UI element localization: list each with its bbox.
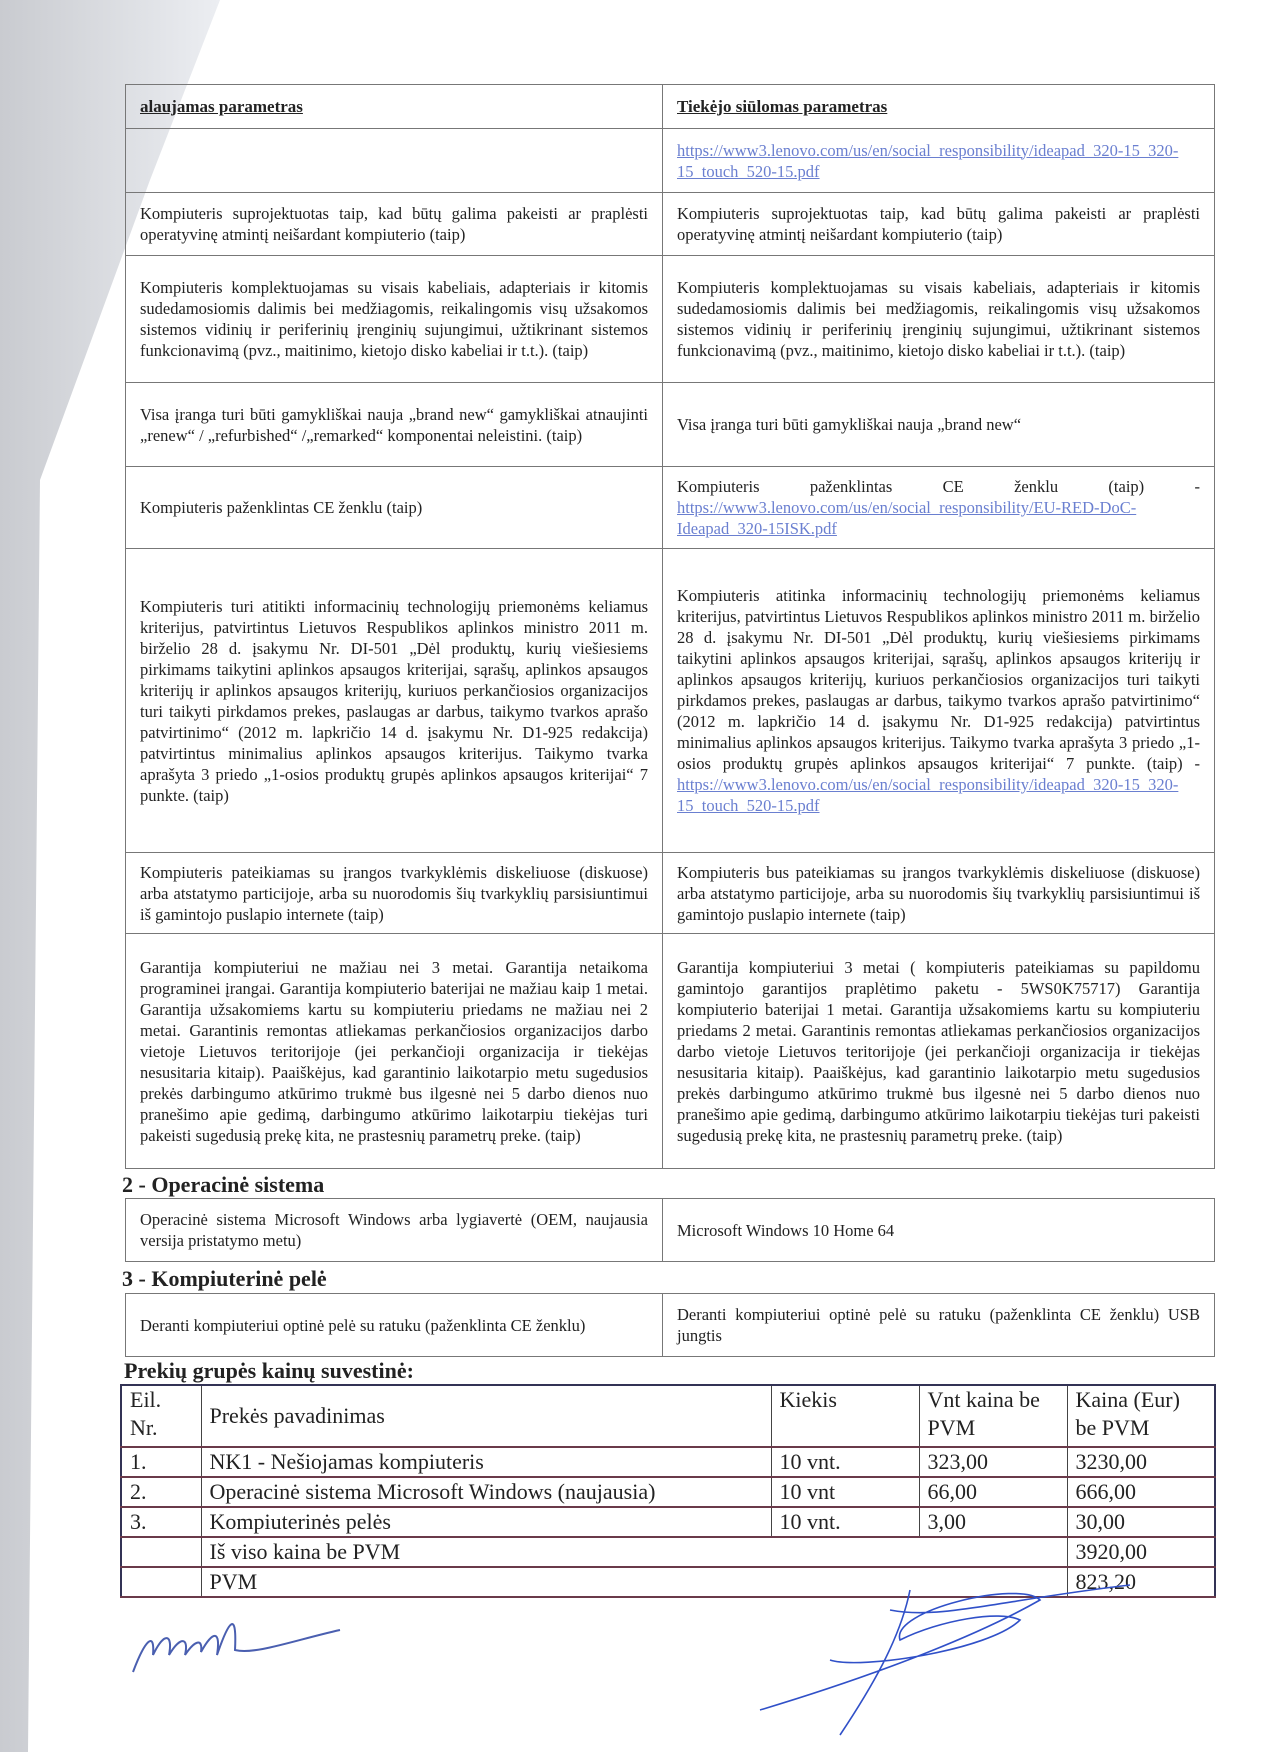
- section-os-title: 2 - Operacinė sistema: [122, 1172, 325, 1197]
- row-left: Kompiuteris suprojektuotas taip, kad būtų galima pakeisti ar praplėsti operatyvinę atmintį neišardant kompiuterio (taip): [126, 193, 663, 256]
- cell: NK1 - Nešiojamas kompiuteris: [201, 1447, 771, 1477]
- col-header: Prekės pavadinimas: [201, 1385, 771, 1447]
- col-header: Vnt kaina be PVM: [919, 1385, 1067, 1447]
- cell: 66,00: [919, 1477, 1067, 1507]
- cell: 10 vnt.: [771, 1507, 919, 1537]
- header-offered: Tiekėjo siūlomas parametras: [663, 85, 1215, 129]
- col-header: Eil. Nr.: [121, 1385, 201, 1447]
- total-label: Iš viso kaina be PVM: [201, 1537, 1067, 1567]
- row-right: Kompiuteris bus pateikiamas su įrangos tvarkyklėmis diskeliuose (diskuose) arba atstatymo particijoje, arba su nuorodomis šių tvarkyklių parsisiuntimui iš gamintojo puslapio internete (taip): [663, 853, 1215, 934]
- cell: 1.: [121, 1447, 201, 1477]
- col-header: Kiekis: [771, 1385, 919, 1447]
- cell: 3230,00: [1067, 1447, 1215, 1477]
- mouse-offered: Deranti kompiuteriui optinė pelė su ratuku (paženklinta CE ženklu) USB jungtis: [663, 1294, 1215, 1357]
- total-value: 3920,00: [1067, 1537, 1215, 1567]
- mouse-table: [125, 1293, 1215, 1357]
- vat-label: PVM: [201, 1567, 1067, 1597]
- spec-link[interactable]: https://www3.lenovo.com/us/en/social_responsibility/ideapad_320-15_320-15_touch_520-15.pdf: [677, 775, 1179, 815]
- cell: 3.: [121, 1507, 201, 1537]
- os-required: Operacinė sistema Microsoft Windows arba lygiavertė (OEM, naujausia versija pristatymo metu): [126, 1199, 663, 1262]
- cell: 323,00: [919, 1447, 1067, 1477]
- cell: 30,00: [1067, 1507, 1215, 1537]
- vat-value: 823,20: [1067, 1567, 1215, 1597]
- cell: 666,00: [1067, 1477, 1215, 1507]
- table-row: [121, 1477, 1215, 1507]
- table-row: [121, 1447, 1215, 1477]
- row-right: Kompiuteris komplektuojamas su visais kabeliais, adapteriais ir kitomis sudedamosiomis dalimis bei medžiagomis, reikalingomis visų užsakomos sistemos vidinių ir periferinių įrenginių sujungimui, užtikrinant sistemos funkcionavimą (pvz., maitinimo, kietojo disko kabeliai ir t.t.). (taip): [663, 256, 1215, 383]
- row-right: Garantija kompiuteriui 3 metai ( kompiuteris pateikiamas su papildomu gamintojo garantijos praplėtimo paketu - 5WS0K75717) Garantija kompiuterio baterijai 1 metai. Garantija užsakomiems kartu su kompiuteriu priedams 2 metai. Garantinis remontas atliekamas perkančiosios organizacijos darbo vietoje Lietuvos teritorijoje (jei perkančioji organizacija ir tiekėjas nesusitaria kitaip). Paaiškėjus, kad garantinio laikotarpio metu sugedusios prekės darbingumo atkūrimo trukmė bus ilgesnė nei 5 darbo dienos nuo pranešimo apie gedimą, darbingumo atkūrimo laikotarpiu tiekėjas turi pakeisti sugedusią prekę kita, ne prastesnių parametrų preke. (taip): [663, 934, 1215, 1169]
- cell: 3,00: [919, 1507, 1067, 1537]
- cell: 2.: [121, 1477, 201, 1507]
- col-header: Kaina (Eur) be PVM: [1067, 1385, 1215, 1447]
- cell: [121, 1537, 201, 1567]
- os-offered: Microsoft Windows 10 Home 64: [663, 1199, 1215, 1262]
- row-left: Kompiuteris turi atitikti informacinių technologijų priemonėms keliamus kriterijus, patvirtintus Lietuvos Respublikos aplinkos ministro 2011 m. birželio 28 d. įsakymu Nr. DI-501 „Dėl produktų, kurių viešiesiems pirkimams taikytini aplinkos apsaugos kriterijai, sąrašų, aplinkos apsaugos kriterijų ir aplinkos apsaugos kriterijų, kuriuos perkančiosios organizacijos turi taikyti pirkdamos prekes, paslaugas ar darbus, taikymo tvarkos aprašo patvirtinimo“ (2012 m. lapkričio 14 d. įsakymu Nr. D1-925 redakcija) patvirtintus minimalius aplinkos apsaugos kriterijus. Taikymo tvarka aprašyta 3 priedo „1-osios produktų grupės aplinkos apsaugos kriterijai“ 7 punkte. (taip): [126, 549, 663, 853]
- header-required: alaujamas parametras: [126, 85, 663, 129]
- spec-table: [125, 84, 1215, 1169]
- row-left: Kompiuteris komplektuojamas su visais kabeliais, adapteriais ir kitomis sudedamosiomis dalimis bei medžiagomis, reikalingomis visų užsakomos sistemos vidinių ir periferinių įrenginių sujungimui, užtikrinant sistemos funkcionavimą (pvz., maitinimo, kietojo disko kabeliai ir t.t.). (taip): [126, 256, 663, 383]
- row-right: Kompiuteris suprojektuotas taip, kad būtų galima pakeisti ar praplėsti operatyvinę atmintį neišardant kompiuterio (taip): [663, 193, 1215, 256]
- row-left: Visa įranga turi būti gamykliškai nauja „brand new“ gamykliškai atnaujinti „renew“ / „refurbished“ /„remarked“ komponentai neleistini. (taip): [126, 383, 663, 467]
- cell: Operacinė sistema Microsoft Windows (naujausia): [201, 1477, 771, 1507]
- cell: 10 vnt: [771, 1477, 919, 1507]
- mouse-required: Deranti kompiuteriui optinė pelė su ratuku (paženklinta CE ženklu): [126, 1294, 663, 1357]
- row-left: Garantija kompiuteriui ne mažiau nei 3 metai. Garantija netaikoma programinei įrangai. Garantija kompiuterio baterijai ne mažiau kaip 1 metai. Garantija užsakomiems kartu su kompiuteriu priedams ne mažiau nei 2 metai. Garantinis remontas atliekamas perkančiosios organizacijos darbo vietoje Lietuvos teritorijoje (jei perkančioji organizacija ir tiekėjas nesusitaria kitaip). Paaiškėjus, kad garantinio laikotarpio metu sugedusios prekės darbingumo atkūrimo trukmė bus ilgesnė nei 5 darbo dienos nuo pranešimo apie gedimą, darbingumo atkūrimo laikotarpiu tiekėjas turi pakeisti sugedusią prekę kita, ne prastesnių parametrų preke. (taip): [126, 934, 663, 1169]
- cell: Kompiuterinės pelės: [201, 1507, 771, 1537]
- signature-right: [740, 1560, 1140, 1740]
- row-left: Kompiuteris paženklintas CE ženklu (taip): [126, 467, 663, 549]
- row-right: Kompiuteris atitinka informacinių technologijų priemonėms keliamus kriterijus, patvirtintus Lietuvos Respublikos aplinkos ministro 2011 m. birželio 28 d. įsakymu Nr. DI-501 „Dėl produktų, kurių viešiesiems pirkimams taikytini aplinkos apsaugos kriterijai, sąrašų, aplinkos apsaugos kriterijų ir aplinkos apsaugos kriterijų, kuriuos perkančiosios organizacijos turi taikyti pirkdamos prekes, paslaugas ar darbus, taikymo tvarkos aprašo patvirtinimo“ (2012 m. lapkričio 14 d. įsakymu Nr. D1-925 redakcija) patvirtintus minimalius aplinkos apsaugos kriterijus. Taikymo tvarka aprašyta 3 priedo „1-osios produktų grupės aplinkos apsaugos kriterijai“ 7 punkte. (taip) -: [677, 586, 1200, 773]
- cell: 10 vnt.: [771, 1447, 919, 1477]
- signature-left: [125, 1600, 355, 1680]
- spec-link[interactable]: https://www3.lenovo.com/us/en/social_responsibility/ideapad_320-15_320-15_touch_520-15.pdf: [677, 140, 1179, 181]
- summary-title: Prekių grupės kainų suvestinė:: [124, 1358, 414, 1383]
- table-row: [121, 1507, 1215, 1537]
- section-mouse-title: 3 - Kompiuterinė pelė: [122, 1266, 327, 1291]
- ce-doc-link[interactable]: https://www3.lenovo.com/us/en/social_responsibility/EU-RED-DoC-Ideapad_320-15ISK.pdf: [677, 498, 1137, 538]
- cell: [121, 1567, 201, 1597]
- row-right: Kompiuteris paženklintas CE ženklu (taip) -: [677, 477, 1200, 496]
- row-right: Visa įranga turi būti gamykliškai nauja „brand new“: [663, 383, 1215, 467]
- row-left: Kompiuteris pateikiamas su įrangos tvarkyklėmis diskeliuose (diskuose) arba atstatymo particijoje, arba su nuorodomis šių tvarkyklių parsisiuntimui iš gamintojo puslapio internete (taip): [126, 853, 663, 934]
- row-left: [126, 129, 663, 193]
- os-table: [125, 1198, 1215, 1262]
